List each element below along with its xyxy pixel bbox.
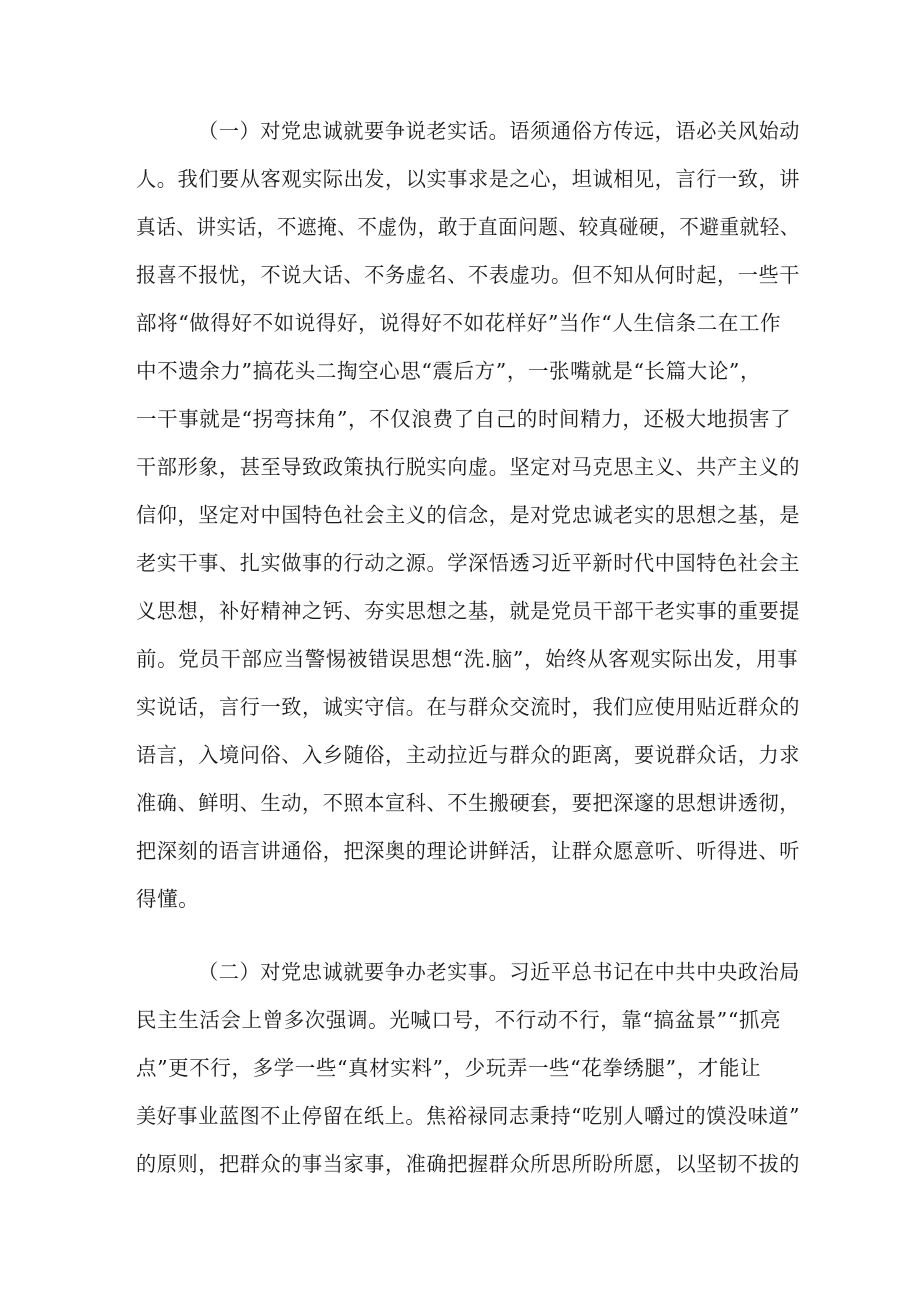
text-line: 得懂。 xyxy=(136,887,200,911)
text-line: 报喜不报忧，不说大话、不务虚名、不表虚功。但不知从何时起，一些干 xyxy=(136,263,800,287)
text-line: 部将“做得好不如说得好，说得好不如花样好”当作“人生信条二在工作 xyxy=(136,311,782,335)
text-line: 义思想，补好精神之钙、夯实思想之基，就是党员干部干老实事的重要提 xyxy=(136,599,800,623)
text-line: 民主生活会上曾多次强调。光喊口号，不行动不行，靠“搞盆景”“抓亮 xyxy=(136,1008,782,1032)
text-line: 前。党员干部应当警惕被错误思想“洗.脑”，始终从客观实际出发，用事 xyxy=(136,647,799,671)
text-line: 人。我们要从客观实际出发，以实事求是之心，坦诚相见，言行一致，讲 xyxy=(136,167,800,191)
text-line: 老实干事、扎实做事的行动之源。学深悟透习近平新时代中国特色社会主 xyxy=(136,551,800,575)
text-line: （一）对党忠诚就要争说老实话。语须通俗方传远，语必关风始动 xyxy=(198,119,800,143)
text-line: 的原则，把群众的事当家事，准确把握群众所思所盼所愿，以坚韧不拔的 xyxy=(136,1152,800,1176)
text-line: 把深刻的语言讲通俗，把深奥的理论讲鲜活，让群众愿意听、听得进、听 xyxy=(136,839,800,863)
text-line: 实说话，言行一致，诚实守信。在与群众交流时，我们应使用贴近群众的 xyxy=(136,695,800,719)
text-line: 语言，入境问俗、入乡随俗，主动拉近与群众的距离，要说群众话，力求 xyxy=(136,743,800,767)
text-line: 一干事就是“拐弯抹角”，不仅浪费了自己的时间精力，还极大地损害了 xyxy=(136,407,792,431)
text-line: 信仰，坚定对中国特色社会主义的信念，是对党忠诚老实的思想之基，是 xyxy=(136,503,800,527)
text-line: （二）对党忠诚就要争办老实事。习近平总书记在中共中央政治局 xyxy=(198,960,800,984)
text-line: 真话、讲实话，不遮掩、不虚伪，敢于直面问题、较真碰硬，不避重就轻、 xyxy=(136,215,801,239)
text-line: 干部形象，甚至导致政策执行脱实向虚。坚定对马克思主义、共产主义的 xyxy=(136,455,800,479)
text-line: 中不遗余力”搞花头二掏空心思“震后方”，一张嘴就是“长篇大论”， xyxy=(136,359,762,383)
text-line: 点”更不行，多学一些“真材实料”，少玩弄一些“花拳绣腿”，才能让 xyxy=(136,1056,762,1080)
text-line: 美好事业蓝图不止停留在纸上。焦裕禄同志秉持“吃别人嚼过的馍没味道” xyxy=(136,1104,801,1128)
text-line: 准确、鲜明、生动，不照本宣科、不生搬硬套，要把深邃的思想讲透彻， xyxy=(136,791,800,815)
